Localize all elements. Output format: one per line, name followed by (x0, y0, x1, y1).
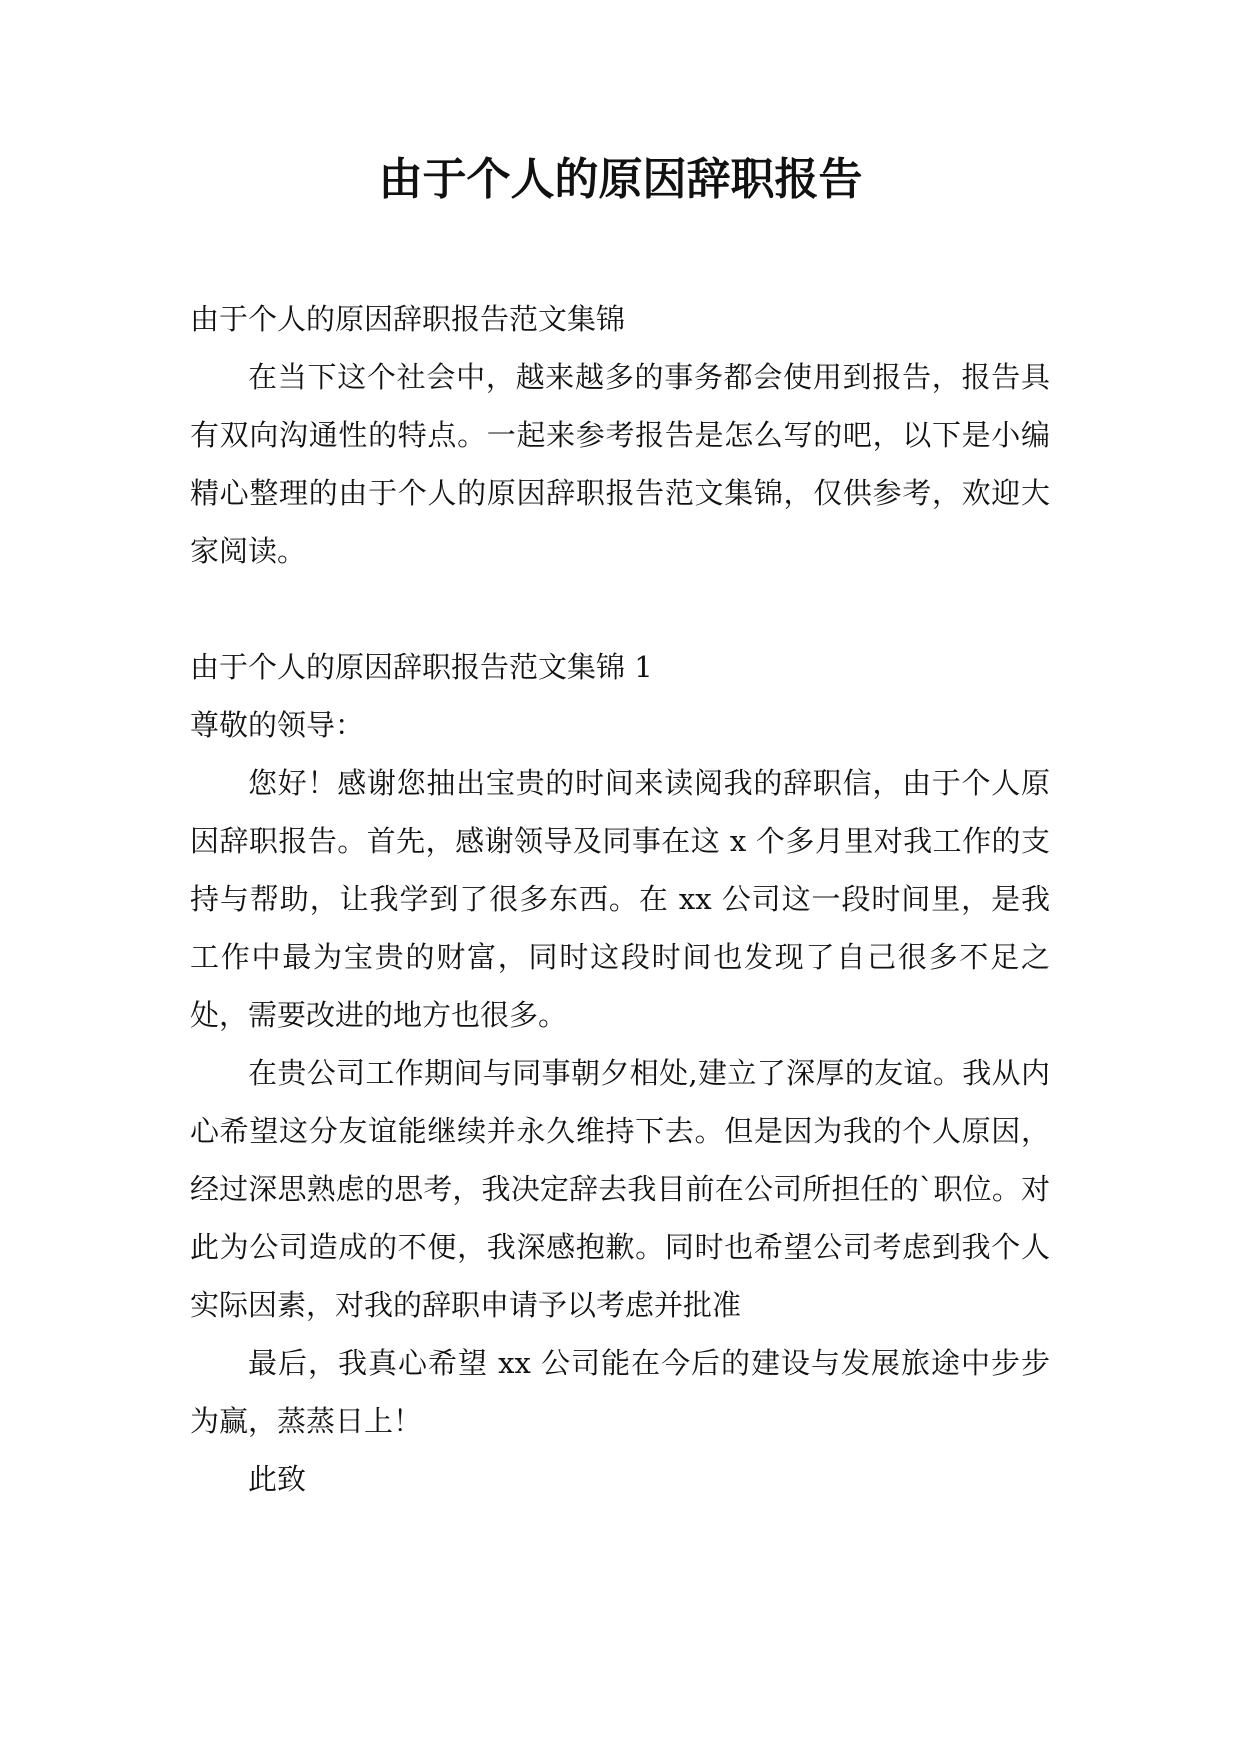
body-paragraph-2: 在贵公司工作期间与同事朝夕相处,建立了深厚的友谊。我从内心希望这分友谊能继续并永久维持下去。但是因为我的个人原因，经过深思熟虑的思考，我决定辞去我目前在公司所担任的`职位。对此为公司造成的不便，我深感抱歉。同时也希望公司考虑到我个人实际因素，对我的辞职申请予以考虑并批准 (190, 1056, 1050, 1322)
section-heading: 由于个人的原因辞职报告范文集锦 1 (190, 650, 653, 684)
body-paragraph-1: 您好！感谢您抽出宝贵的时间来读阅我的辞职信，由于个人原因辞职报告。首先，感谢领导及同事在这 x 个多月里对我工作的支持与帮助，让我学到了很多东西。在 xx 公司这一段时间里，是我工作中最为宝贵的财富，同时这段时间也发现了自己很多不足之处，需要改进的地方也很多。 (190, 766, 1050, 1032)
closing-phrase: 此致 (248, 1462, 307, 1496)
document-title: 由于个人的原因辞职报告 (378, 154, 863, 205)
body-paragraph-3: 最后，我真心希望 xx 公司能在今后的建设与发展旅途中步步为赢，蒸蒸日上！ (190, 1346, 1050, 1438)
document-body (190, 290, 1050, 1508)
salutation: 尊敬的领导： (190, 708, 365, 742)
intro-paragraph: 在当下这个社会中，越来越多的事务都会使用到报告，报告具有双向沟通性的特点。一起来参考报告是怎么写的吧，以下是小编精心整理的由于个人的原因辞职报告范文集锦，仅供参考，欢迎大家阅读。 (190, 360, 1050, 568)
section-spacer (190, 580, 1050, 638)
document-subtitle: 由于个人的原因辞职报告范文集锦 (190, 302, 626, 336)
